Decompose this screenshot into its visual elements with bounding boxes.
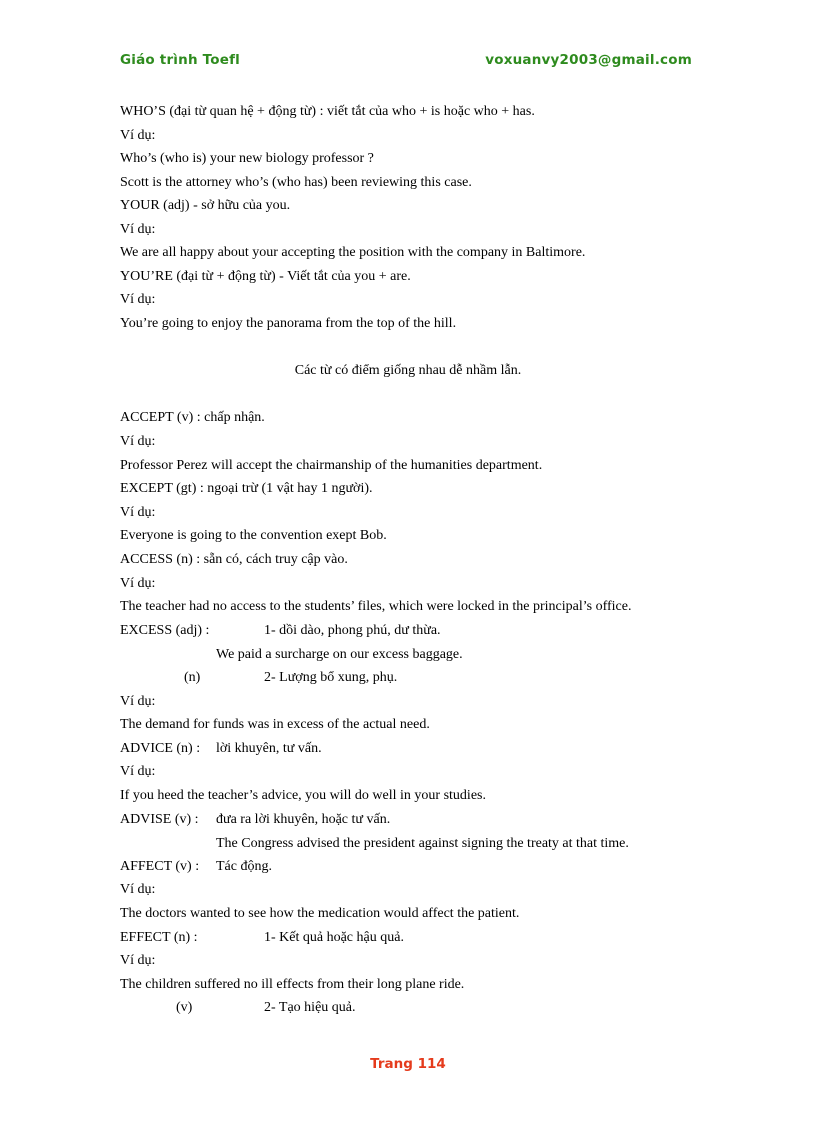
example-label: Ví dụ: [120,576,156,591]
text-line: ACCESS (n) : sẵn có, cách truy cập vào. [120,552,348,567]
term-definition: 1- Kết quả hoặc hậu quả. [264,930,404,945]
header-title: Giáo trình Toefl [120,52,240,68]
text-line: The children suffered no ill effects from their long plane ride. [120,977,465,992]
example-label: Ví dụ: [120,882,156,897]
term-definition: 1- dồi dào, phong phú, dư thừa. [264,623,441,638]
example-label: Ví dụ: [120,292,156,307]
text-line: WHO’S (đại từ quan hệ + động từ) : viết tắt của who + is hoặc who + has. [120,104,535,119]
term-label: AFFECT (v) : [120,859,200,874]
example-label: Ví dụ: [120,764,156,779]
term-definition: 2- Tạo hiệu quả. [264,1000,356,1015]
text-line: If you heed the teacher’s advice, you will do well in your studies. [120,788,486,803]
term-definition: Tác động. [216,859,272,874]
example-label: Ví dụ: [120,128,156,143]
example-label: Ví dụ: [120,222,156,237]
term-label: ADVISE (v) : [120,812,199,827]
text-line: Who’s (who is) your new biology professor ? [120,151,374,166]
text-line: The demand for funds was in excess of the actual need. [120,717,430,732]
text-line: ACCEPT (v) : chấp nhận. [120,410,265,425]
term-label: (n) [184,670,201,685]
example-label: Ví dụ: [120,953,156,968]
text-line: YOU’RE (đại từ + động từ) - Viết tắt của you + are. [120,269,411,284]
text-line: Everyone is going to the convention exept Bob. [120,528,387,543]
text-line: Scott is the attorney who’s (who has) been reviewing this case. [120,175,472,190]
text-line: The doctors wanted to see how the medication would affect the patient. [120,906,520,921]
text-line: Professor Perez will accept the chairmanship of the humanities department. [120,458,543,473]
term-label: EXCESS (adj) : [120,623,210,638]
text-line: The Congress advised the president against signing the treaty at that time. [216,836,629,851]
term-definition: đưa ra lời khuyên, hoặc tư vấn. [216,812,391,827]
example-label: Ví dụ: [120,505,156,520]
text-line: EXCEPT (gt) : ngoại trừ (1 vật hay 1 người). [120,481,373,496]
text-line: YOUR (adj) - sở hữu của you. [120,198,291,213]
term-label: EFFECT (n) : [120,930,198,945]
term-definition: lời khuyên, tư vấn. [216,741,322,756]
header-email: voxuanvy2003@gmail.com [485,52,692,68]
section-heading: Các từ có điểm giống nhau dễ nhầm lẫn. [294,363,522,378]
text-line: The teacher had no access to the students’ files, which were locked in the principal’s office. [120,599,632,614]
page-number: Trang 114 [370,1056,446,1072]
term-label: ADVICE (n) : [120,741,201,756]
text-line: You’re going to enjoy the panorama from the top of the hill. [120,316,457,331]
term-label: (v) [176,1000,193,1015]
example-label: Ví dụ: [120,694,156,709]
term-definition: 2- Lượng bổ xung, phụ. [264,670,398,685]
example-label: Ví dụ: [120,434,156,449]
text-line: We paid a surcharge on our excess baggage. [216,647,463,662]
text-line: We are all happy about your accepting the position with the company in Baltimore. [120,245,586,260]
